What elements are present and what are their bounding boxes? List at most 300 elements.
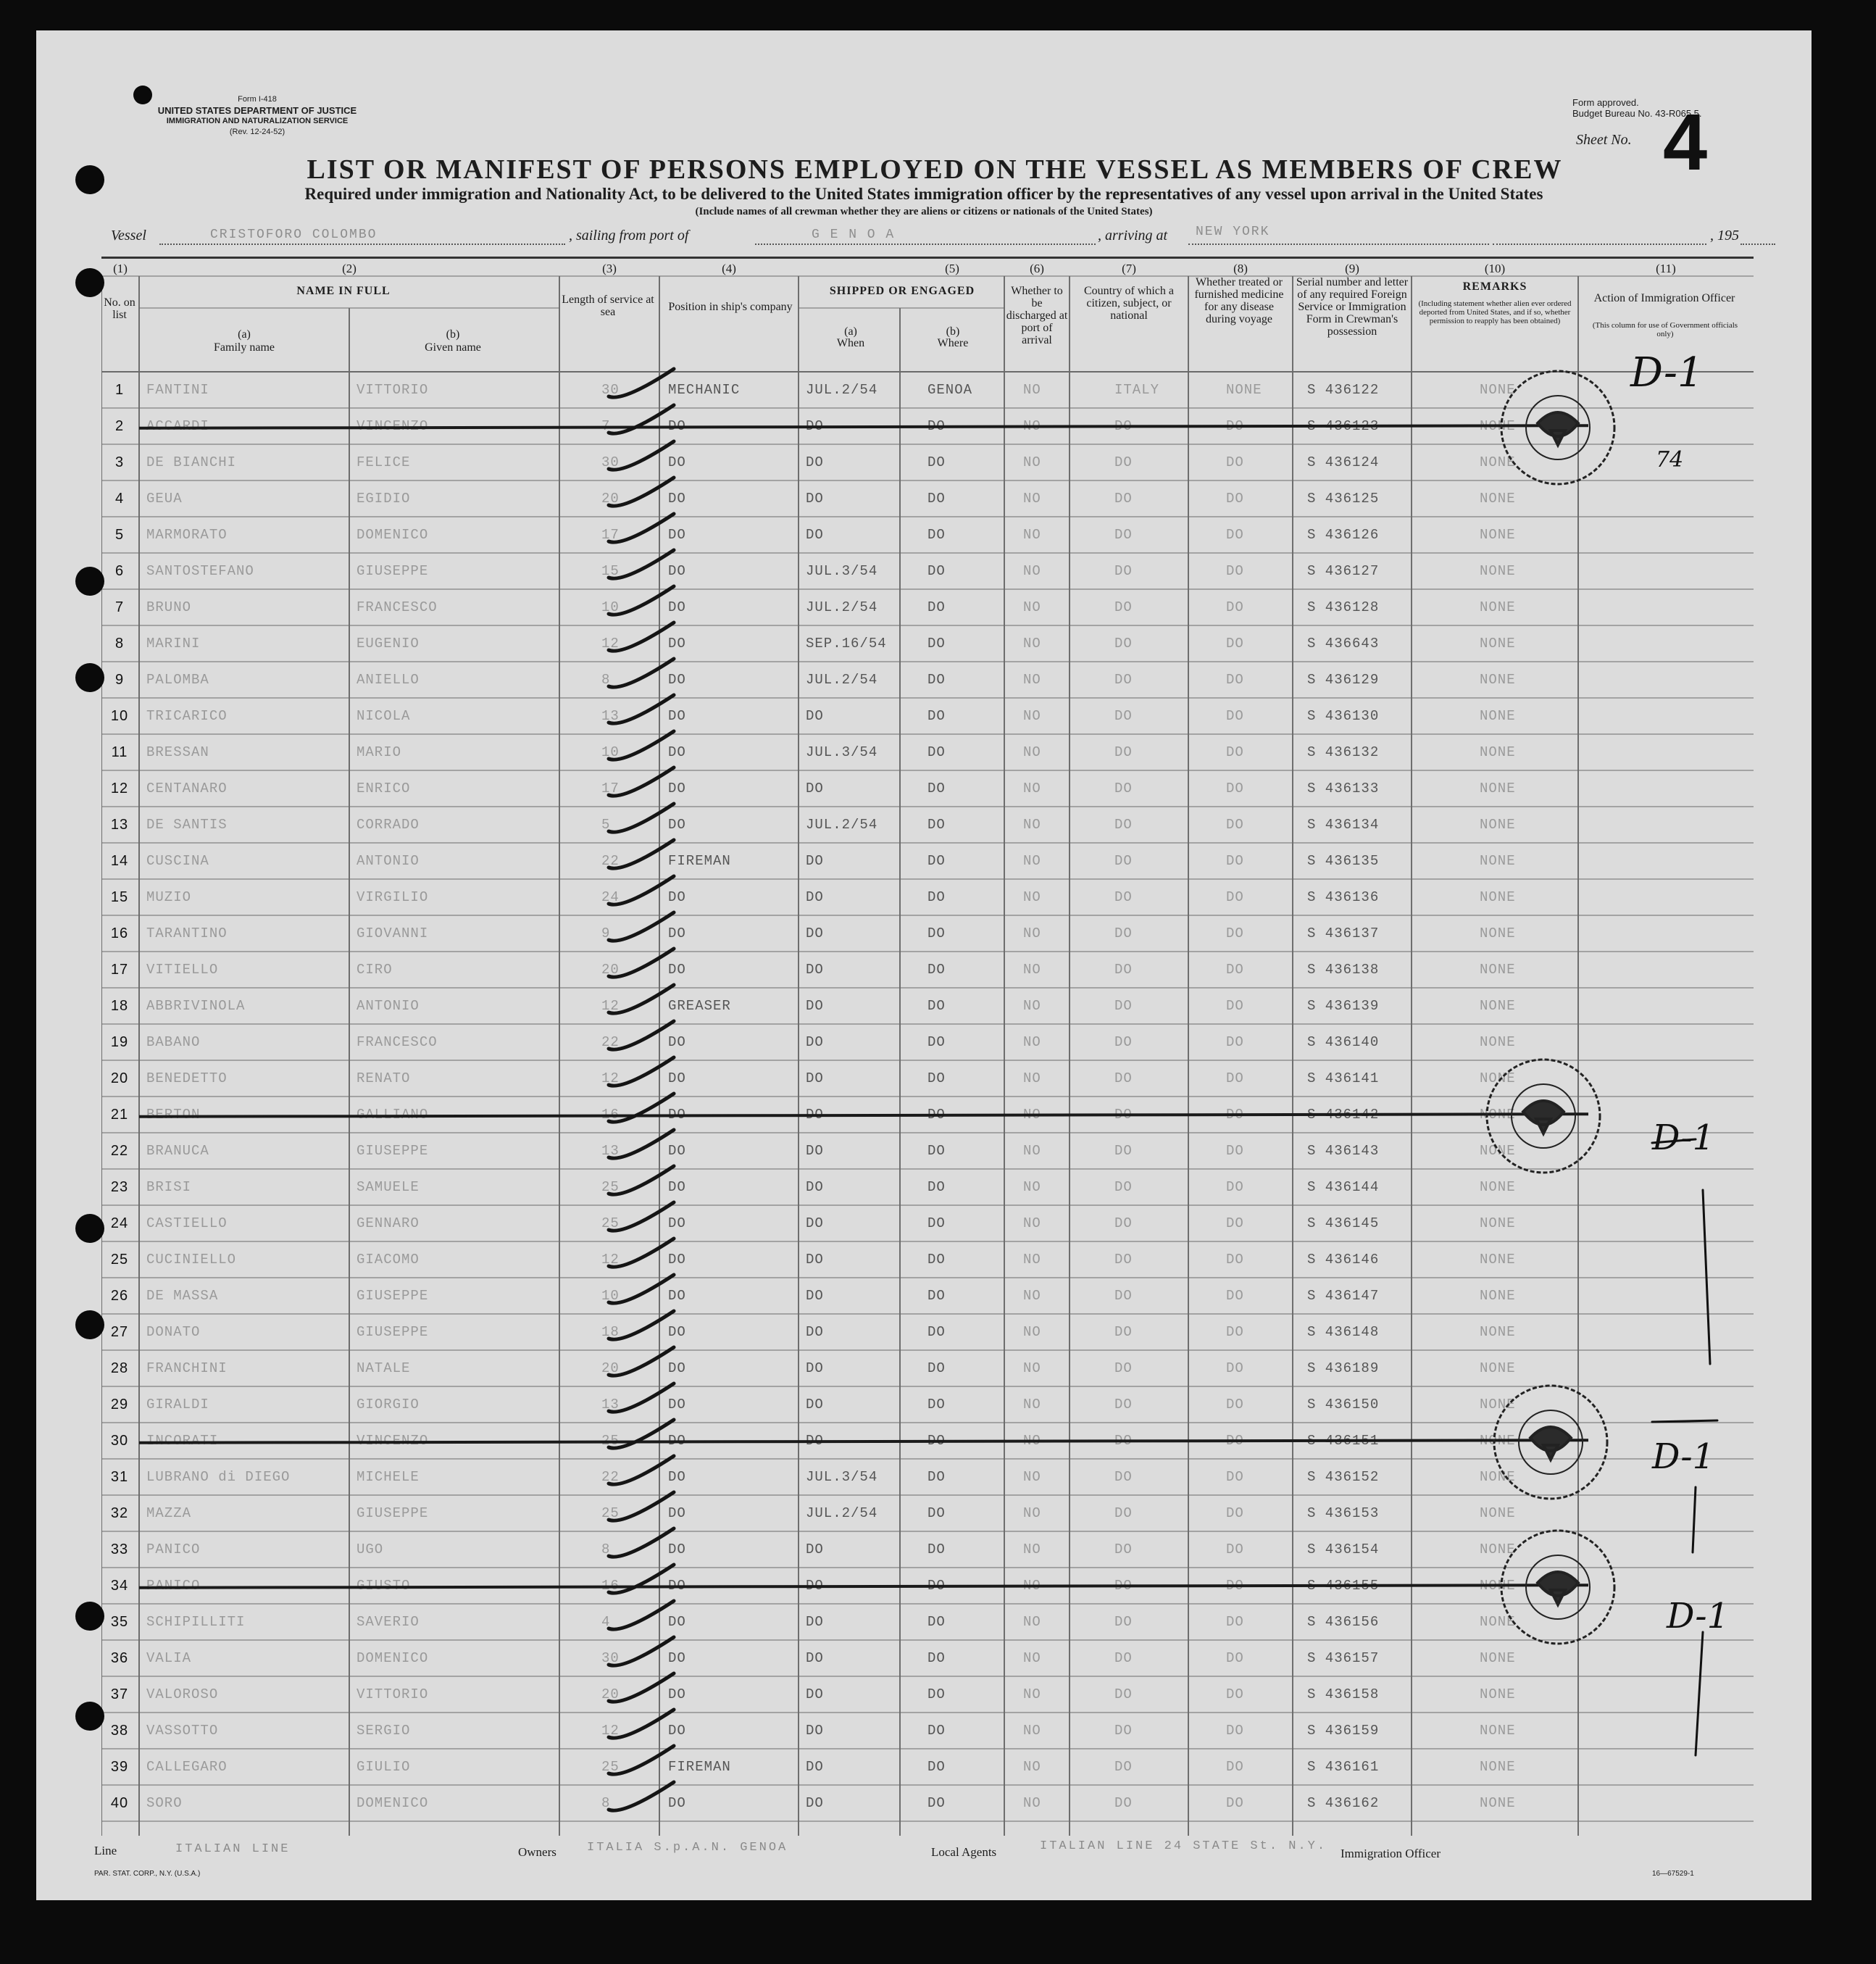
cell-given: SERGIO [357,1723,411,1739]
cell-remarks: NONE [1480,454,1516,470]
cell-where: DO [927,1034,946,1050]
crew-row [101,988,1754,1024]
row-number: 4 [114,491,125,507]
cell-where: GENOA [927,382,973,398]
cell-given: GENNARO [357,1215,420,1231]
cell-serial: S 436126 [1307,527,1380,543]
cell-given: ANIELLO [357,672,420,688]
cell-where: DO [927,454,946,470]
cell-family: BERTON [146,1107,201,1123]
cell-length: 20 [601,1360,620,1376]
cell-disch: NO [1023,636,1041,652]
crew-row [101,553,1754,589]
cell-disch: NO [1023,781,1041,796]
cell-remarks: NONE [1480,1107,1516,1123]
cell-when: DO [806,1360,824,1376]
cell-medicine: DO [1226,744,1244,760]
cell-medicine: DO [1226,1107,1244,1123]
cell-where: DO [927,708,946,724]
cell-where: DO [927,599,946,615]
cell-medicine: DO [1226,636,1244,652]
cell-when: DO [806,1397,824,1412]
cell-serial: S 436158 [1307,1686,1380,1702]
cell-position: DO [668,1288,686,1304]
crew-row [101,1785,1754,1821]
cell-family: ACCARDI [146,418,209,434]
cell-disch: NO [1023,1541,1041,1557]
cell-country: DO [1114,1288,1133,1304]
cell-family: SCHIPILLITI [146,1614,246,1630]
cell-length: 25 [601,1433,620,1449]
cell-disch: NO [1023,672,1041,688]
cell-disch: NO [1023,1107,1041,1123]
cell-given: FRANCESCO [357,599,438,615]
crew-row [101,1350,1754,1386]
cell-remarks: NONE [1480,636,1516,652]
cell-medicine: DO [1226,781,1244,796]
crew-row [101,1713,1754,1749]
column-number: (1) [113,262,128,275]
cell-position: DO [668,1614,686,1630]
cell-remarks: NONE [1480,1541,1516,1557]
crew-row [101,1495,1754,1531]
form-header-block [105,94,409,138]
row-number: 8 [114,636,125,652]
cell-where: DO [927,853,946,869]
cell-serial: S 436156 [1307,1614,1380,1630]
cell-given: EGIDIO [357,491,411,507]
cell-serial: S 436148 [1307,1324,1380,1340]
cell-medicine: DO [1226,1723,1244,1739]
cell-position: DO [668,527,686,543]
agents-name: ITALIAN LINE 24 STATE St. N.Y. [1040,1839,1327,1853]
cell-remarks: NONE [1480,1143,1516,1159]
cell-family: CENTANARO [146,781,228,796]
cell-country: DO [1114,527,1133,543]
col-header-where-sub: (b) [946,325,960,338]
cell-when: DO [806,1541,824,1557]
cell-length: 22 [601,1469,620,1485]
handwritten-d1: D-1 [1630,349,1704,396]
crew-row [101,879,1754,915]
cell-disch: NO [1023,1650,1041,1666]
col-header-discharged: Whether to be discharged at port of arrival [1006,285,1068,346]
cell-position: MECHANIC [668,382,741,398]
cell-country: DO [1114,636,1133,652]
crew-row [101,1169,1754,1205]
cell-country: DO [1114,1541,1133,1557]
cell-remarks: NONE [1480,1795,1516,1811]
cell-length: 16 [601,1107,620,1123]
cell-length: 12 [601,1070,620,1086]
row-number: 3 [114,454,125,470]
cell-given: ANTONIO [357,998,420,1014]
cell-family: LUBRANO di DIEGO [146,1469,291,1485]
col-header-given: Given name [425,341,481,354]
cell-position: DO [668,1686,686,1702]
cell-country: DO [1114,418,1133,434]
column-number: (4) [722,262,736,275]
col-header-remarks: REMARKS [1462,280,1527,293]
cell-length: 25 [601,1759,620,1775]
cell-when: JUL.3/54 [806,744,878,760]
cell-when: DO [806,1179,824,1195]
row-number: 19 [110,1034,129,1050]
punch-hole [75,567,104,596]
cell-family: DE SANTIS [146,817,228,833]
cell-medicine: DO [1226,1360,1244,1376]
cell-medicine: DO [1226,1215,1244,1231]
cell-given: DOMENICO [357,1650,429,1666]
crew-row [101,1676,1754,1713]
crew-row [101,1133,1754,1169]
cell-remarks: NONE [1480,1578,1516,1594]
cell-country: DO [1114,1215,1133,1231]
cell-position: DO [668,744,686,760]
cell-disch: NO [1023,1215,1041,1231]
cell-serial: S 436128 [1307,599,1380,615]
arriving-label: , arriving at [1098,228,1168,244]
cell-position: DO [668,1215,686,1231]
cell-length: 22 [601,853,620,869]
cell-serial: S 436139 [1307,998,1380,1014]
col-header-family-sub: (a) [238,328,251,341]
row-number: 16 [110,925,129,941]
form-approved: Form approved. [1572,97,1639,108]
cell-medicine: DO [1226,491,1244,507]
cell-given: SAMUELE [357,1179,420,1195]
cell-where: DO [927,744,946,760]
row-number: 20 [110,1070,129,1086]
cell-remarks: NONE [1480,599,1516,615]
cell-position: DO [668,1469,686,1485]
cell-given: SAVERIO [357,1614,420,1630]
cell-where: DO [927,1650,946,1666]
cell-medicine: DO [1226,418,1244,434]
cell-where: DO [927,889,946,905]
cell-given: MARIO [357,744,402,760]
cell-when: DO [806,1324,824,1340]
agents-label: Local Agents [931,1845,997,1859]
row-number: 14 [110,853,129,869]
cell-disch: NO [1023,1034,1041,1050]
cell-where: DO [927,527,946,543]
crew-row [101,1531,1754,1568]
row-number: 18 [110,998,129,1014]
cell-length: 12 [601,998,620,1014]
form-footer [36,1839,1812,1868]
cell-position: DO [668,925,686,941]
cell-length: 10 [601,744,620,760]
cell-family: FRANCHINI [146,1360,228,1376]
crew-row [101,1568,1754,1604]
col-header-remarks-note: (Including statement whether alien ever ordered deported from United States, and if so, whether permission to reapply has been obtained) [1418,299,1572,325]
cell-family: CALLEGARO [146,1759,228,1775]
cell-given: GIORGIO [357,1397,420,1412]
cell-disch: NO [1023,1469,1041,1485]
cell-position: DO [668,1433,686,1449]
vessel-label: Vessel [111,228,146,244]
column-number: (11) [1656,262,1676,275]
cell-country: DO [1114,1578,1133,1594]
cell-remarks: NONE [1480,1070,1516,1086]
crew-row [101,662,1754,698]
cell-where: DO [927,563,946,579]
cell-serial: S 436123 [1307,418,1380,434]
cell-when: DO [806,1723,824,1739]
form-number: Form I-418 [238,95,277,104]
cell-where: DO [927,1179,946,1195]
cell-family: BRANUCA [146,1143,209,1159]
cell-serial: S 436147 [1307,1288,1380,1304]
cell-position: DO [668,962,686,978]
cell-length: 8 [601,1541,611,1557]
cell-disch: NO [1023,418,1041,434]
crew-row [101,952,1754,988]
cell-disch: NO [1023,925,1041,941]
cell-position: DO [668,599,686,615]
cell-length: 13 [601,708,620,724]
cell-remarks: NONE [1480,1614,1516,1630]
cell-position: DO [668,1107,686,1123]
cell-where: DO [927,418,946,434]
cell-when: DO [806,889,824,905]
cell-where: DO [927,1505,946,1521]
cell-when: DO [806,1288,824,1304]
cell-when: JUL.2/54 [806,672,878,688]
cell-remarks: NONE [1480,382,1516,398]
cell-country: DO [1114,599,1133,615]
row-number: 9 [114,672,125,688]
cell-position: DO [668,817,686,833]
cell-length: 8 [601,1795,611,1811]
cell-family: VALIA [146,1650,192,1666]
row-number: 6 [114,563,125,579]
col-header-position: Position in ship's company [668,301,793,313]
crew-row [101,734,1754,770]
row-number: 29 [110,1397,129,1412]
cell-medicine: DO [1226,1469,1244,1485]
cell-remarks: NONE [1480,817,1516,833]
col-header-family: Family name [214,341,275,354]
cell-when: DO [806,1795,824,1811]
cell-medicine: NONE [1226,382,1262,398]
handwritten-page-ref: 74 [1656,447,1684,473]
cell-position: DO [668,781,686,796]
cell-given: VINCENZO [357,418,429,434]
cell-when: DO [806,998,824,1014]
cell-country: DO [1114,491,1133,507]
cell-when: DO [806,1252,824,1268]
cell-family: GEUA [146,491,183,507]
cell-disch: NO [1023,1360,1041,1376]
cell-country: DO [1114,1324,1133,1340]
col-header-medicine: Whether treated or furnished medicine for any disease during voyage [1194,276,1284,325]
cell-given: GIUSEPPE [357,1288,429,1304]
column-number: (9) [1345,262,1359,275]
crew-row [101,1314,1754,1350]
arrival-port: NEW YORK [1196,225,1270,239]
cell-country: DO [1114,1759,1133,1775]
cell-when: DO [806,1107,824,1123]
cell-medicine: DO [1226,925,1244,941]
cell-position: DO [668,1252,686,1268]
cell-disch: NO [1023,708,1041,724]
crew-row [101,1278,1754,1314]
cell-serial: S 436133 [1307,781,1380,796]
cell-given: FRANCESCO [357,1034,438,1050]
cell-when: SEP.16/54 [806,636,887,652]
cell-where: DO [927,1288,946,1304]
cell-disch: NO [1023,1686,1041,1702]
cell-when: DO [806,781,824,796]
cell-medicine: DO [1226,454,1244,470]
cell-length: 20 [601,962,620,978]
cell-family: DE MASSA [146,1288,219,1304]
cell-serial: S 436150 [1307,1397,1380,1412]
cell-remarks: NONE [1480,563,1516,579]
row-number: 26 [110,1288,129,1304]
cell-serial: S 436152 [1307,1469,1380,1485]
cell-disch: NO [1023,1288,1041,1304]
row-number: 24 [110,1215,129,1231]
cell-disch: NO [1023,1143,1041,1159]
cell-serial: S 436154 [1307,1541,1380,1557]
cell-when: DO [806,1686,824,1702]
crew-row [101,1459,1754,1495]
crew-row [101,1386,1754,1423]
cell-disch: NO [1023,599,1041,615]
cell-where: DO [927,1107,946,1123]
cell-position: DO [668,1070,686,1086]
cell-family: BRESSAN [146,744,209,760]
cell-medicine: DO [1226,998,1244,1014]
cell-length: 25 [601,1215,620,1231]
year-label: , 195 [1710,228,1739,244]
cell-where: DO [927,1795,946,1811]
form-note: (Include names of all crewman whether they are aliens or citizens or nationals of the United States) [695,206,1153,217]
cell-remarks: NONE [1480,1433,1516,1449]
handwritten-d1: D-1 [1652,1118,1715,1158]
cell-serial: S 436140 [1307,1034,1380,1050]
cell-position: DO [668,1723,686,1739]
cell-position: DO [668,418,686,434]
cell-given: MICHELE [357,1469,420,1485]
cell-country: DO [1114,1252,1133,1268]
cell-when: DO [806,1143,824,1159]
line-name: ITALIAN LINE [175,1842,291,1856]
cell-remarks: NONE [1480,708,1516,724]
row-number: 38 [110,1723,129,1739]
cell-country: DO [1114,781,1133,796]
cell-serial: S 436124 [1307,454,1380,470]
cell-remarks: NONE [1480,962,1516,978]
cell-serial: S 436144 [1307,1179,1380,1195]
row-number: 12 [110,781,129,796]
cell-disch: NO [1023,382,1041,398]
cell-country: DO [1114,1397,1133,1412]
cell-serial: S 436145 [1307,1215,1380,1231]
cell-given: CORRADO [357,817,420,833]
cell-where: DO [927,817,946,833]
cell-medicine: DO [1226,889,1244,905]
cell-country: DO [1114,925,1133,941]
col-header-serial: Serial number and letter of any required Foreign Service or Immigration Form in Crewman's possession [1296,276,1409,338]
cell-family: MARINI [146,636,201,652]
row-number: 37 [110,1686,129,1702]
cell-disch: NO [1023,853,1041,869]
cell-when: DO [806,1034,824,1050]
cell-where: DO [927,491,946,507]
cell-family: FANTINI [146,382,209,398]
cell-disch: NO [1023,962,1041,978]
cell-family: SANTOSTEFANO [146,563,254,579]
cell-remarks: NONE [1480,925,1516,941]
row-number: 17 [110,962,129,978]
cell-medicine: DO [1226,599,1244,615]
row-number: 5 [114,527,125,543]
cell-remarks: NONE [1480,1723,1516,1739]
cell-when: DO [806,1759,824,1775]
cell-disch: NO [1023,454,1041,470]
crew-row [101,1060,1754,1097]
cell-medicine: DO [1226,1433,1244,1449]
cell-position: FIREMAN [668,1759,731,1775]
cell-disch: NO [1023,1070,1041,1086]
cell-given: UGO [357,1541,384,1557]
revision-date: (Rev. 12-24-52) [229,128,285,136]
cell-position: DO [668,636,686,652]
col-header-given-sub: (b) [446,328,460,341]
cell-where: DO [927,962,946,978]
form-title: LIST OR MANIFEST OF PERSONS EMPLOYED ON THE VESSEL AS MEMBERS OF CREW [307,154,1563,185]
cell-disch: NO [1023,1578,1041,1594]
cell-when: JUL.2/54 [806,599,878,615]
col-header-country: Country of which a citizen, subject, or national [1084,285,1174,322]
cell-given: GALLIANO [357,1107,429,1123]
cell-position: DO [668,563,686,579]
cell-disch: NO [1023,1324,1041,1340]
cell-country: DO [1114,1143,1133,1159]
crew-row [101,1205,1754,1241]
crew-row [101,408,1754,444]
cell-given: ANTONIO [357,853,420,869]
cell-given: CIRO [357,962,393,978]
punch-hole [75,268,104,297]
cell-serial: S 436138 [1307,962,1380,978]
cell-position: DO [668,1578,686,1594]
sheet-number-label: Sheet No. [1576,132,1632,148]
cell-country: DO [1114,454,1133,470]
cell-length: 13 [601,1143,620,1159]
cell-given: NATALE [357,1360,411,1376]
row-number: 31 [110,1469,129,1485]
row-number: 28 [110,1360,129,1376]
row-number: 11 [111,744,128,760]
cell-where: DO [927,1215,946,1231]
cell-remarks: NONE [1480,781,1516,796]
cell-given: DOMENICO [357,1795,429,1811]
cell-given: VITTORIO [357,382,429,398]
cell-length: 30 [601,382,620,398]
cell-where: DO [927,1397,946,1412]
cell-country: DO [1114,563,1133,579]
cell-given: VITTORIO [357,1686,429,1702]
line-label: Line [94,1844,117,1857]
cell-when: DO [806,708,824,724]
cell-when: JUL.2/54 [806,1505,878,1521]
cell-length: 18 [601,1324,620,1340]
